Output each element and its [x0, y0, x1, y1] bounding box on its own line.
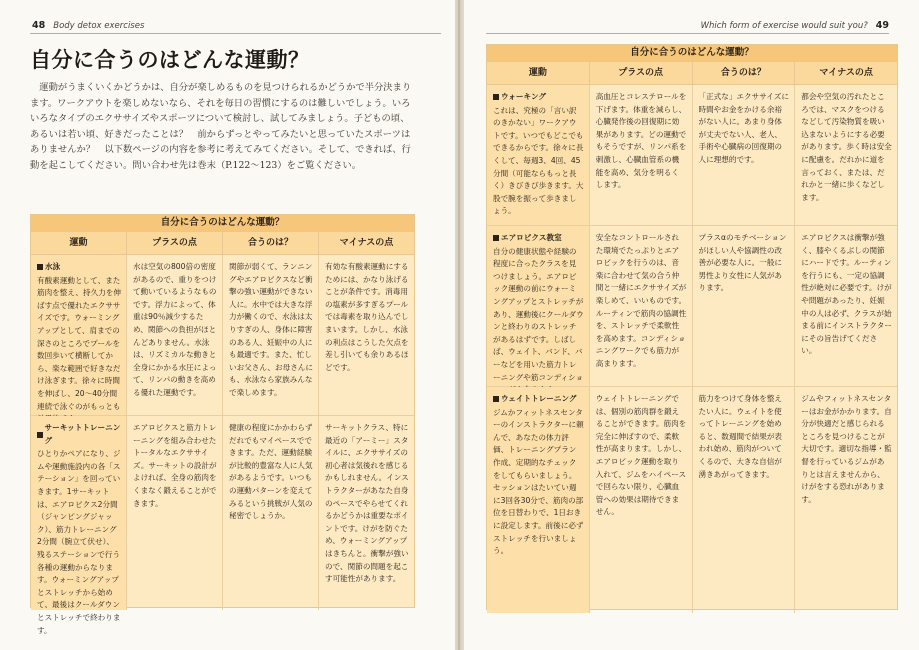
suits-cell: 健康の程度にかかわらずだれでもマイペースでできます。ただ、運動経験が比較的豊富な人に人気があるようです。いつもの運動パターンを変えてみるという挑戦が人気の秘密でしょうか。	[223, 416, 319, 610]
table-caption: 自分に合うのはどんな運動？	[487, 45, 897, 61]
exercise-description: ひとりかペアになり、ジムや運動施設内の各「ステーション」を回っていきます。1サーキットは、エアロビクス2分間（ジャンピングジャック）、筋力トレーニング2分間（腕立て伏せ）、残るステーションで行う各種の運動からなります。ウォーミングアップとストレッチから始めて、最後はクールダウンとストレッチで終わります。	[37, 449, 121, 635]
minus-cell: ジムやフィットネスセンターはお金がかかります。自分が快適だと感じられるところを見つけることが大切です。適切な指導・監督を行っているジムがありとは言えませんから、けがをする恐れがあります。	[801, 394, 892, 504]
left-page-number: 48	[32, 20, 46, 31]
suits-cell: 「正式な」エクササイズに時間やお金をかける余裕がない人に。あまり身体が丈夫でない人、老人、手術や心臓病の回復期の人に理想的です。	[693, 85, 796, 225]
table-header-row	[487, 61, 897, 85]
exercise-description: 自分の健康状態や経験の程度に合ったクラスを見つけましょう。エアロビック運動の前にウォーミングアップとストレッチがあり、運動後にクールダウンと終わりのストレッチがあるはずです。しばしば、ウェイト、バンド、バーなどを用いた筋力トレーニングや筋コンディショ	[493, 246, 584, 382]
header-minus: マイナスの点	[339, 238, 394, 248]
right-header-rule	[486, 33, 889, 34]
square-bullet-icon	[37, 264, 43, 270]
exercise-table-right	[486, 44, 898, 610]
square-bullet-icon	[37, 432, 43, 438]
suits-cell: プラスαのモチベーションがほしい人や協調性の改善が必要な人に。一般に男性より女性に人気があります。	[693, 226, 796, 386]
exercise-name: ウェイトトレーニング	[501, 394, 577, 403]
exercise-name: エアロビクス教室	[501, 233, 562, 242]
square-bullet-icon	[493, 235, 499, 241]
suits-cell: 関節が弱くて、ランニングやエアロビクスなど衝撃の強い運動ができない人に。水中では大きな浮力が働くので、水泳は太りすぎの人、身体に障害のある人、妊娠中の人にも最適です。また、忙しいお父さん、お母さんにも、水泳なら家族みんなで楽しめます。	[223, 255, 319, 415]
table-header-row	[31, 231, 414, 255]
plus-cell: 水は空気の800倍の密度があるので、重りをつけて動いているようなものです。浮力によって、体重は90％減少するため、関節への負担がほとんどありません。水泳は、リズミカルな動きと全身にかかる水圧によって、リンパの動きを高める優れた運動です。	[127, 255, 223, 415]
square-bullet-icon	[493, 396, 499, 402]
exercise-cell	[487, 85, 590, 225]
minus-cell: 有効な有酸素運動にするためには、かなり泳げることが条件です。消毒用の塩素が多すぎるプールでは毒素を取り込んでしまいます。しかし、水泳の利点はこうした欠点を差し引いても余りあるほどです。	[325, 262, 409, 372]
plus-cell: ウェイトトレーニングでは、個別の筋肉群を鍛えることができます。筋肉を完全に伸ばすので、柔軟性が高まります。しかし、エアロビック運動を取り入れて、ジムをハイペースで回らない限り、心臓血管への効果は期待できません。	[590, 387, 693, 613]
header-suits: 合うのは？	[693, 62, 796, 84]
left-header-rule	[30, 33, 441, 34]
exercise-name: サーキットトレーニング	[44, 423, 121, 445]
table-row	[487, 226, 897, 387]
exercise-cell	[487, 387, 590, 613]
minus-cell: エアロビクスは衝撃が強く、膝やくるぶしの関節にハードです。ルーティンを行うにも、一定の協調性が絶対に必要です。けがや問題があったり、妊娠中の人は必ず、クラスが始まる前にインストラクターにその旨告げてください。	[801, 233, 892, 356]
right-page-number: 49	[875, 20, 889, 31]
exercise-name: ウォーキング	[501, 92, 547, 101]
exercise-description: ジムかフィットネスセンターのインストラクターに頼んで、あなたの体力評価、トレーニングプラン作成、定期的なチェックをしてもらいましょう。セッションはたいてい週に3回各30分で、筋肉の部位を日替わりで、1日おきに設定します。前後に必ずストレッチを行いましょう。	[493, 407, 584, 556]
intro-paragraph: 運動がうまくいくかどうかは、自分が楽しめるものを見つけられるかどうかで半分決まります。ワークアウトを楽しめないなら、それを毎日の習慣にするのは難しいでしょう。いろいろなタイプのエクササイズやスポーツについて検討し、試してみましょう。子どもの頃、あるいは若い頃、好きだったことは？ 前からずっとやってみたいと思っていたスポーツはありませんか？ 以下数ページの内容を参考に考えてみてください。そして、できれば、行動を起こしてください。問い合わせ先は巻末（P.122～123）をご覧ください。	[30, 82, 412, 171]
exercise-cell	[31, 255, 127, 415]
header-plus: プラスの点	[590, 62, 693, 84]
exercise-description: これは、究極の「言い訳のきかない」ワークアウトです。いつでもどこでもできるからです。徐々に長くして、毎週3、4回、45分間（可能ならもっと長く）きびきび歩きます。大股で腕を振って歩きましょう。	[493, 105, 584, 216]
right-running-header	[701, 20, 889, 31]
header-exercise: 運動	[487, 62, 590, 84]
right-page	[464, 0, 919, 650]
square-bullet-icon	[493, 94, 499, 100]
exercise-cell	[487, 226, 590, 386]
plus-cell: 安全なコントロールされた環境でたっぷりとエアロビックを行うのは、音楽に合わせて気の合う仲間と一緒にエクササイズが楽しめて、いいものです。ルーティンで筋肉の協調性を、ストレッチで柔軟性を高めます。コンディショニングワークでも筋力が高まります。	[590, 226, 693, 386]
plus-cell: 高血圧とコレステロールを下げます。体重を減らし、心臓発作後の回復期に効果があります。どの運動でもそうですが、リンパ系を刺激し、心臓血管系の機能を高め、気分を明るくします。	[590, 85, 693, 225]
table-row	[31, 255, 414, 416]
header-suits: 合うのは？	[223, 232, 319, 254]
table-row	[31, 416, 414, 635]
table-row	[487, 85, 897, 226]
exercise-table-left	[30, 214, 415, 635]
left-page	[0, 0, 455, 650]
minus-cell: サーキットクラス、特に最近の「アーミー」スタイルに、エクササイズの初心者は気後れを感じるかもしれません。インストラクターがあなた自身のペースでやらせてくれるかどうかは重要なポイントです。けがを防ぐため、ウォーミングアップはきちんと。衝撃が強いので、関節の問題を起こす可能性があります。	[325, 423, 409, 584]
table-row	[487, 387, 897, 613]
left-running-header	[32, 20, 144, 31]
header-plus: プラスの点	[127, 232, 223, 254]
minus-cell: 都会や空気の汚れたところでは、マスクをつけるなどして汚染物質を吸い込まないようにする必要があります。歩く時は安全に配慮を。だれかに道を言っておく、または、だれかと一緒に歩くなどします。	[801, 92, 892, 202]
suits-cell: 筋力をつけて身体を整えたい人に。ウェイトを使ってトレーニングを始めると、数週間で結果が表われ始め、筋肉がついてくるので、大きな自信が湧きあがってきます。	[693, 387, 796, 613]
plus-cell: エアロビクスと筋力トレーニングを組み合わせたトータルなエクササイズ。サーキットの設計がよければ、全身の筋肉をくまなく鍛えることができます。	[127, 416, 223, 610]
header-minus: マイナスの点	[819, 68, 873, 78]
exercise-name: 水泳	[45, 262, 61, 271]
exercise-cell	[31, 416, 127, 635]
header-exercise: 運動	[31, 232, 127, 254]
left-running-head-text: Body detox exercises	[53, 21, 145, 31]
page-title: 自分に合うのはどんな運動？	[30, 48, 310, 72]
exercise-description: 有酸素運動として、また筋肉を整え、持久力を伸ばす点で優れたエクササイズです。ウォーミングアップとして、肩までの深さのところでプールを数回歩いて横断してから、楽な範囲で好きなだけ泳ぎます。徐々に時間を伸ばし、20～40分間連続で泳ぐのがもっとも	[37, 275, 121, 411]
table-caption: 自分に合うのはどんな運動？	[31, 215, 414, 231]
right-running-head-text: Which form of exercise would suit you?	[700, 21, 868, 31]
